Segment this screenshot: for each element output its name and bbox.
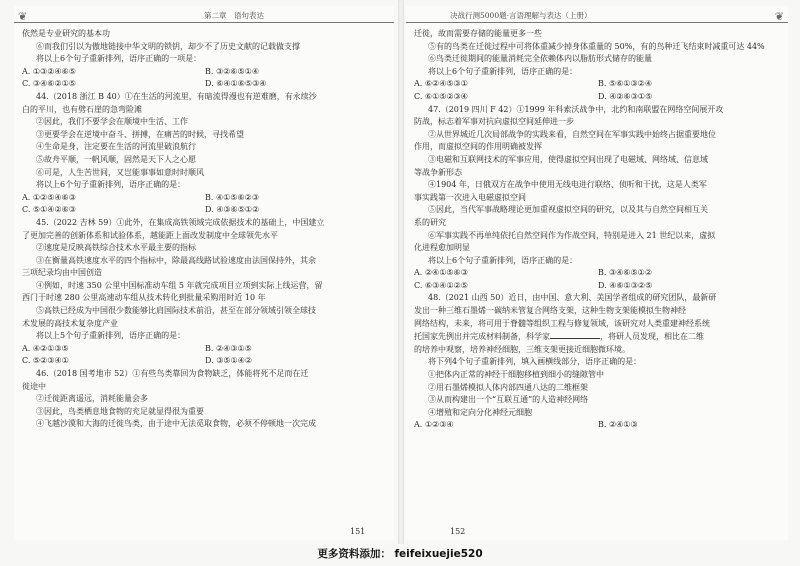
answer-option: D. ④③⑥⑤①② — [205, 205, 260, 215]
line-text: ②从世界城近几次局部战争的实践来看，自然空间在军事实践中始终占据重要地位 — [428, 129, 716, 139]
line-text: 网络结构，未来，将可用于脊髓等组织工程与修复领域，该研究对人类重建神经系统 — [414, 318, 710, 328]
text-line — [414, 330, 782, 344]
text-line — [22, 66, 388, 79]
text-line — [22, 242, 388, 255]
answer-option: B. ②④①③ — [598, 420, 638, 430]
text-line — [22, 204, 388, 217]
line-text: 白的平川，也有劈石崖的急弯险滩 — [22, 104, 142, 114]
line-text: 将以上6个句子重新排列，语序正确的是： — [36, 180, 186, 190]
answer-option: A. ②④①⑤⑥③ — [414, 268, 468, 278]
footer-contact: 更多资料添加： feifeixuejie520 — [317, 548, 483, 560]
text-line — [22, 116, 388, 129]
text-line — [414, 369, 782, 382]
answer-option: A. ⑥②④⑤③① — [414, 79, 468, 89]
answer-option: C. ⑤①④②⑥③ — [22, 205, 76, 215]
text-line — [414, 280, 782, 293]
right-page-number: 152 — [450, 527, 466, 536]
text-line — [414, 91, 782, 104]
line-text: ②迁徙距离遥远，消耗能量会多 — [36, 394, 148, 404]
line-text: ④例如，时速 350 公里中国标准动车组 5 年就完成项目立项到实际上线运营，留 — [36, 280, 323, 290]
text-line — [414, 28, 782, 41]
text-line — [22, 28, 388, 41]
leaf-ornament-icon: ❦ — [774, 10, 784, 23]
fill-blank — [550, 330, 600, 339]
answer-option: A. ①③②④⑥⑤ — [22, 66, 76, 76]
line-text: 47.（2019 四川 F 42）①1999 年科索沃战争中，北约和南联盟在网络空间展开攻 — [428, 104, 724, 114]
book-gutter — [398, 0, 404, 544]
line-text: ⑤有的鸟类在迁徙过程中可将体重减少掉身体重量的 50%，有的鸟种迁飞结束时减重可达 44% — [428, 41, 765, 51]
line-text: 徙途中 — [22, 381, 46, 391]
text-line — [414, 179, 782, 192]
answer-option: C. ⑤②③④① — [22, 356, 69, 366]
line-text: ③更要学会在逆境中奋斗、拼搏，在痛苦的时候，寻找希望 — [36, 129, 244, 139]
header-rule — [406, 22, 788, 23]
line-text: 了更加完善的创新体系和试验体系，越能距上面改发制度中全球领先水平 — [22, 230, 278, 240]
text-line — [414, 419, 782, 432]
answer-option: B. ②④③①⑤ — [205, 343, 252, 353]
line-text: ④增殖和定向分化神经元细胞 — [428, 407, 532, 417]
line-text: ③电磁和互联网技术的军事应用，使得虚拟空间出现了电磁域、网络域、信息域 — [428, 154, 708, 164]
text-line — [22, 91, 388, 104]
text-line — [22, 330, 388, 343]
answer-option: A. ④②①③⑤ — [22, 343, 69, 353]
text-line — [414, 217, 782, 230]
line-text: 作用，而虚拟空间的作用明确被发挥 — [414, 142, 542, 152]
text-line — [22, 53, 388, 66]
text-line — [414, 192, 782, 205]
right-page-header — [406, 10, 788, 24]
answer-option: B. ③④⑥⑤①② — [598, 268, 652, 278]
text-line — [414, 230, 782, 243]
line-text: ⑤故舟平顺，一帆风顺，固然是天下人之心愿 — [36, 154, 196, 164]
line-text: 等战争新形态 — [414, 167, 462, 177]
line-text: 三项纪录均由中国创造 — [22, 268, 102, 278]
line-text: 托国家先例出并完成材料制备，科学家 — [414, 332, 550, 342]
line-text: 术发展的高技术复杂度产业 — [22, 318, 118, 328]
text-line — [414, 53, 782, 66]
line-text: ⑤因此，当代军事战略理论更加重视虚拟空间的研究，以及其与自然空间相互关 — [428, 205, 708, 215]
text-line — [22, 78, 388, 91]
line-text: ④飞越沙漠和大海的迁徙鸟类，由于途中无法觅取食物，必须不停顿地一次完成 — [36, 419, 316, 429]
text-line — [414, 141, 782, 154]
text-line — [414, 255, 782, 268]
text-line — [22, 141, 388, 154]
line-text: 防战，标志着军事对抗向虚拟空间延伸进一步 — [414, 117, 574, 127]
left-header-title: 第二章 语句表达 — [204, 11, 264, 20]
line-text: ⑤高铁已经成为中国很少数能够比肩国际技术前沿，甚至在部分领域引领全球技 — [36, 306, 316, 316]
text-line — [414, 154, 782, 167]
line-text: ④生命是身，注定要在生活的河流里破浪航行 — [36, 142, 196, 152]
line-text-after-blank: ，将研人员发现，相比在二维 — [600, 332, 704, 342]
line-text: ⑥鸟类迁徙期间的能量消耗完全依赖体内以脂肪形式储存的能量 — [428, 54, 652, 64]
text-line — [22, 129, 388, 142]
text-line — [414, 407, 782, 420]
answer-option: D. ④⑥①③②⑤ — [598, 280, 653, 290]
line-text: 将以上6个句子重新排列，语序正确的是： — [428, 255, 578, 265]
right-page-body — [414, 28, 782, 432]
line-text: 将以上6个句子重新排列，语序正确的是： — [428, 66, 578, 76]
text-line — [22, 217, 388, 230]
answer-option: B. ⑤⑥①③②④ — [598, 79, 652, 89]
text-line — [22, 343, 388, 356]
answer-option: D. ④②⑥③①⑤ — [598, 91, 653, 101]
line-text: 依然是专业研究的基本功 — [22, 29, 110, 38]
line-text: ④1904 年，日俄双方在战争中使用无线电进行联络、侦听和干扰，这是人类军 — [428, 180, 707, 190]
line-text: ②因此，我们不要学会在顺境中生活、工作 — [36, 117, 188, 127]
text-line — [414, 305, 782, 318]
line-text: 45.（2022 吉林 59）①此外，在集成高铁领域完成依据技术的基础上，中国建立 — [36, 217, 325, 227]
text-line — [22, 292, 388, 305]
line-text: ③在衡量高铁速度水平的四个指标中，除最高线路试验速度由法国保持外，其余 — [36, 255, 316, 265]
text-line — [22, 267, 388, 280]
text-line — [414, 66, 782, 79]
text-line — [414, 242, 782, 255]
text-line — [414, 104, 782, 117]
answer-option: D. ⑥④①⑥⑤③④ — [205, 79, 267, 89]
text-line — [414, 356, 782, 369]
answer-option: A. ①②③④ — [414, 420, 454, 430]
text-line — [22, 192, 388, 205]
text-line — [22, 368, 388, 381]
text-line — [22, 104, 388, 117]
line-text: ②用石墨烯模拟人体内部四通八达的二维框架 — [428, 382, 588, 392]
text-line — [414, 129, 782, 142]
text-line — [22, 230, 388, 243]
text-line — [22, 318, 388, 331]
line-text: 46.（2018 国考地市 52）①有些鸟类靠回为食物缺乏，体能将死不足而在迁 — [36, 369, 309, 379]
text-line — [22, 393, 388, 406]
line-text: ①把体内正常的神经干细胞移植到细小的缝隙管中 — [428, 370, 604, 380]
line-text: 的培养中观察，培养神经细胞，三维支架更接近细胞微环境。 — [414, 344, 630, 354]
line-text: ⑥可是，人生苦世间，又岂能事事如意时时顺风 — [36, 167, 204, 177]
text-line — [414, 116, 782, 129]
text-line — [22, 406, 388, 419]
line-text: ②速度是反映高铁综合技术水平最主要的指标 — [36, 243, 196, 253]
line-text: ⑥军事实践不再单纯依托自然空间作为作战空间，特别是进入 21 世纪以来，虚拟 — [428, 230, 716, 240]
line-text: 发出一种三维石墨烯一碳纳米管复合网络支架，这种生物支架能模拟生物神经 — [414, 306, 686, 316]
left-page-body — [22, 28, 388, 431]
line-text: 48.（2021 山西 50）近日，由中国、意大利、美国学者组成的研究团队，最新研 — [428, 293, 717, 303]
line-text: 化进程愈加明显 — [414, 243, 470, 253]
line-text: ⑥而我们引以为傲地链接中华文明的锁钥，却少不了历史文献的记载做支撑 — [36, 41, 300, 51]
text-line — [414, 204, 782, 217]
text-line — [414, 78, 782, 91]
left-page — [14, 6, 394, 540]
answer-option: B. ③②⑥⑤①④ — [205, 66, 259, 76]
text-line — [414, 292, 782, 305]
line-text: 将以上6个句子重新排列，语序正确的一项是： — [36, 54, 202, 64]
text-line — [414, 394, 782, 407]
line-text: 事实践第一次进入电磁虚拟空间 — [414, 192, 526, 202]
text-line — [414, 318, 782, 331]
answer-option: C. ⑥③④①②⑤ — [414, 280, 468, 290]
line-text: ③从而构建出一个“互联互通”的人造神经网络 — [428, 395, 589, 405]
line-text: ③因此，鸟类栖息地食物的充足就显得很为重要 — [36, 406, 204, 416]
text-line — [414, 344, 782, 357]
answer-option: A. ①②⑤④⑥③ — [22, 192, 76, 202]
answer-option: D. ③⑤①④② — [205, 356, 253, 366]
left-page-header — [14, 10, 394, 24]
text-line — [414, 167, 782, 180]
text-line — [22, 381, 388, 394]
text-line — [22, 280, 388, 293]
text-line — [22, 255, 388, 268]
answer-option: B. ④①⑤⑥②③ — [205, 192, 259, 202]
text-line — [22, 418, 388, 431]
line-text: 44.（2018 浙江 B 40）①在生活的河流里，有暗流得漫也有逆难磨，有永续沙 — [36, 91, 317, 101]
line-text: 西门于时速 280 公里高速动车组从技术转化到批量采购用时近 10 年 — [22, 293, 266, 303]
text-line — [414, 382, 782, 395]
text-line — [22, 154, 388, 167]
line-text: 系的研究 — [414, 217, 446, 227]
text-line — [22, 355, 388, 368]
text-line — [414, 267, 782, 280]
text-line — [414, 41, 782, 54]
line-text: 将以上5个句子重新排列，语序正确的是： — [36, 331, 186, 341]
line-text: 迁徙，故而需要存储的能量更多一些 — [414, 29, 542, 38]
right-header-title: 决战行测5000题·言语理解与表达（上册） — [450, 11, 592, 20]
text-line — [22, 167, 388, 180]
left-page-number: 151 — [350, 527, 366, 536]
text-line — [22, 179, 388, 192]
answer-option: C. ③④⑥②①⑤ — [22, 79, 76, 89]
header-rule — [14, 22, 394, 23]
line-text: 将下列4个句子重新排列，填入画横线部分，语序正确的是： — [428, 357, 642, 367]
answer-option: C. ⑥①⑤②③④ — [414, 91, 468, 101]
text-line — [22, 305, 388, 318]
right-page — [406, 6, 788, 540]
text-line — [22, 41, 388, 54]
leaf-ornament-icon: ❦ — [18, 10, 28, 23]
